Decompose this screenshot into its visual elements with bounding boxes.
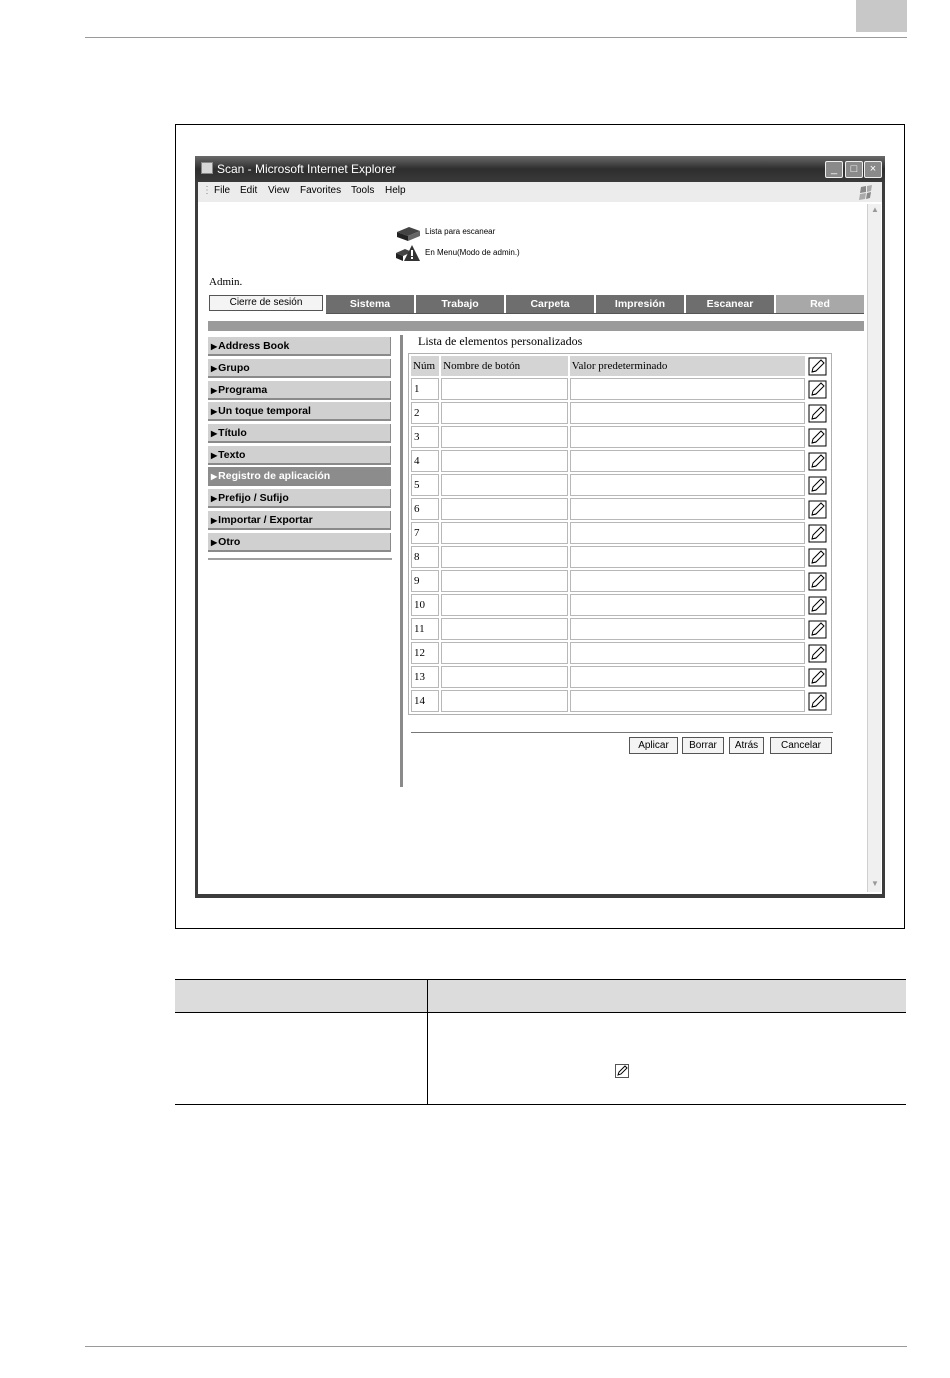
row-edit-cell xyxy=(807,498,829,520)
edit-icon xyxy=(615,1064,629,1078)
row-edit-cell xyxy=(807,378,829,400)
arrow-right-icon: ▶ xyxy=(211,429,218,438)
table-row xyxy=(411,642,829,664)
menu-file[interactable]: File xyxy=(214,185,231,196)
scroll-up-icon[interactable]: ▲ xyxy=(871,205,879,214)
row-number: 10 xyxy=(411,594,439,616)
page-corner-tab xyxy=(856,0,907,32)
row-edit-cell xyxy=(807,570,829,592)
column-header-button-name: Nombre de botón xyxy=(441,356,568,376)
row-edit-cell xyxy=(807,546,829,568)
edit-icon[interactable] xyxy=(808,380,827,399)
tab-trabajo[interactable]: Trabajo xyxy=(416,295,504,313)
row-number: 11 xyxy=(411,618,439,640)
row-number: 6 xyxy=(411,498,439,520)
arrow-right-icon: ▶ xyxy=(211,516,218,525)
default-value-cell xyxy=(570,426,805,448)
button-name-cell xyxy=(441,642,568,664)
arrow-right-icon: ▶ xyxy=(211,342,218,351)
table-row xyxy=(411,378,829,400)
tab-sistema[interactable]: Sistema xyxy=(326,295,414,313)
column-header-default-value: Valor predeterminado xyxy=(570,356,805,376)
edit-icon[interactable] xyxy=(808,500,827,519)
default-value-cell xyxy=(570,546,805,568)
table-row xyxy=(411,498,829,520)
button-name-cell xyxy=(441,522,568,544)
button-name-cell xyxy=(441,594,568,616)
row-number: 5 xyxy=(411,474,439,496)
footer-rule xyxy=(85,1346,907,1347)
menu-favorites[interactable]: Favorites xyxy=(300,185,342,196)
edit-all-icon[interactable] xyxy=(808,357,827,376)
sidebar-item-programa[interactable]: ▶Programa xyxy=(208,381,391,400)
button-name-cell xyxy=(441,450,568,472)
row-number: 1 xyxy=(411,378,439,400)
default-value-cell xyxy=(570,642,805,664)
default-value-cell xyxy=(570,666,805,688)
button-name-cell xyxy=(441,474,568,496)
table-row xyxy=(411,690,829,712)
admin-warning-icon xyxy=(395,244,421,262)
default-value-cell xyxy=(570,570,805,592)
header-rule xyxy=(85,37,907,38)
table-row xyxy=(411,546,829,568)
table-row xyxy=(411,402,829,424)
logout-button[interactable]: Cierre de sesión xyxy=(209,295,323,311)
sidebar-item-registro-de-aplicacion[interactable]: ▶Registro de aplicación xyxy=(208,467,391,486)
table-row xyxy=(411,618,829,640)
sidebar-item-prefijo-sufijo[interactable]: ▶Prefijo / Sufijo xyxy=(208,489,391,508)
ie-page-icon xyxy=(201,162,213,174)
menu-edit[interactable]: Edit xyxy=(240,185,258,196)
default-value-cell xyxy=(570,402,805,424)
tab-carpeta[interactable]: Carpeta xyxy=(506,295,594,313)
row-number: 9 xyxy=(411,570,439,592)
sidebar-item-address-book[interactable]: ▶Address Book xyxy=(208,337,391,356)
arrow-right-icon: ▶ xyxy=(211,538,218,547)
menu-tools[interactable]: Tools xyxy=(351,185,375,196)
maximize-button[interactable]: □ xyxy=(845,161,863,178)
button-name-cell xyxy=(441,570,568,592)
table-row xyxy=(411,594,829,616)
edit-icon[interactable] xyxy=(808,692,827,711)
edit-icon[interactable] xyxy=(808,596,827,615)
back-button[interactable]: Atrás xyxy=(729,737,764,754)
row-edit-cell xyxy=(807,522,829,544)
scanner-icon xyxy=(395,224,421,242)
button-name-cell xyxy=(441,618,568,640)
cancel-button[interactable]: Cancelar xyxy=(770,737,832,754)
tab-impresion[interactable]: Impresión xyxy=(596,295,684,313)
edit-icon[interactable] xyxy=(808,476,827,495)
table-row xyxy=(411,522,829,544)
sidebar-item-texto[interactable]: ▶Texto xyxy=(208,446,391,465)
edit-icon[interactable] xyxy=(808,572,827,591)
row-edit-cell xyxy=(807,402,829,424)
sidebar-item-grupo[interactable]: ▶Grupo xyxy=(208,359,391,378)
description-table-bottom xyxy=(175,1104,906,1105)
row-edit-cell xyxy=(807,642,829,664)
table-header-row xyxy=(411,356,829,376)
close-button[interactable]: × xyxy=(864,161,882,178)
sidebar-item-importar-exportar[interactable]: ▶Importar / Exportar xyxy=(208,511,391,530)
column-header-num: Núm xyxy=(411,356,439,376)
header-edit-cell xyxy=(807,356,829,376)
default-value-cell xyxy=(570,474,805,496)
vertical-scrollbar[interactable] xyxy=(867,204,881,892)
table-row xyxy=(411,570,829,592)
menubar-grip-icon: ⋮ xyxy=(202,185,212,196)
table-row xyxy=(411,474,829,496)
tab-red[interactable]: Red xyxy=(776,295,864,313)
user-label: Admin. xyxy=(209,276,243,288)
scroll-down-icon[interactable]: ▼ xyxy=(871,879,879,888)
edit-icon[interactable] xyxy=(808,620,827,639)
row-edit-cell xyxy=(807,450,829,472)
scan-list-link[interactable]: Lista para escanear xyxy=(425,227,496,236)
apply-button[interactable]: Aplicar xyxy=(629,737,678,754)
row-number: 4 xyxy=(411,450,439,472)
windows-flag-icon xyxy=(858,184,874,200)
tab-escanear[interactable]: Escanear xyxy=(686,295,774,313)
actions-rule xyxy=(411,732,833,733)
content-divider xyxy=(400,335,403,787)
tab-bar-underline xyxy=(326,313,864,314)
row-number: 7 xyxy=(411,522,439,544)
section-band xyxy=(208,321,864,331)
row-edit-cell xyxy=(807,666,829,688)
description-table-header xyxy=(175,979,906,1013)
menu-bar xyxy=(198,182,882,202)
browser-window xyxy=(195,156,885,898)
row-number: 14 xyxy=(411,690,439,712)
title-bar xyxy=(195,156,885,182)
sidebar-item-un-toque-temporal[interactable]: ▶Un toque temporal xyxy=(208,402,391,421)
sidebar-bottom-rule xyxy=(208,558,392,560)
default-value-cell xyxy=(570,378,805,400)
default-value-cell xyxy=(570,594,805,616)
button-name-cell xyxy=(441,402,568,424)
description-column-divider xyxy=(427,979,428,1105)
row-edit-cell xyxy=(807,594,829,616)
edit-icon[interactable] xyxy=(808,668,827,687)
window-title: Scan - Microsoft Internet Explorer xyxy=(217,162,396,176)
row-edit-cell xyxy=(807,618,829,640)
arrow-right-icon: ▶ xyxy=(211,407,218,416)
browser-content xyxy=(198,202,882,894)
button-name-cell xyxy=(441,498,568,520)
row-edit-cell xyxy=(807,426,829,448)
default-value-cell xyxy=(570,450,805,472)
edit-icon[interactable] xyxy=(808,548,827,567)
row-edit-cell xyxy=(807,474,829,496)
table-row xyxy=(411,426,829,448)
edit-icon[interactable] xyxy=(808,428,827,447)
admin-menu-link[interactable]: En Menu(Modo de admin.) xyxy=(425,248,520,257)
default-value-cell xyxy=(570,618,805,640)
custom-items-table xyxy=(408,353,832,715)
table-row xyxy=(411,450,829,472)
arrow-right-icon: ▶ xyxy=(211,451,218,460)
row-number: 3 xyxy=(411,426,439,448)
menu-view[interactable]: View xyxy=(268,185,290,196)
minimize-button[interactable]: _ xyxy=(825,161,843,178)
default-value-cell xyxy=(570,690,805,712)
button-name-cell xyxy=(441,546,568,568)
menu-help[interactable]: Help xyxy=(385,185,406,196)
sidebar-item-otro[interactable]: ▶Otro xyxy=(208,533,391,552)
button-name-cell xyxy=(441,690,568,712)
arrow-right-icon: ▶ xyxy=(211,364,218,373)
sidebar-item-titulo[interactable]: ▶Título xyxy=(208,424,391,443)
edit-icon[interactable] xyxy=(808,404,827,423)
arrow-right-icon: ▶ xyxy=(211,386,218,395)
edit-icon[interactable] xyxy=(808,524,827,543)
row-number: 8 xyxy=(411,546,439,568)
row-number: 12 xyxy=(411,642,439,664)
button-name-cell xyxy=(441,666,568,688)
edit-icon[interactable] xyxy=(808,452,827,471)
row-edit-cell xyxy=(807,690,829,712)
arrow-right-icon: ▶ xyxy=(211,472,218,481)
list-title: Lista de elementos personalizados xyxy=(418,334,583,348)
table-row xyxy=(411,666,829,688)
button-name-cell xyxy=(441,378,568,400)
row-number: 13 xyxy=(411,666,439,688)
button-name-cell xyxy=(441,426,568,448)
default-value-cell xyxy=(570,522,805,544)
delete-button[interactable]: Borrar xyxy=(682,737,724,754)
row-number: 2 xyxy=(411,402,439,424)
default-value-cell xyxy=(570,498,805,520)
arrow-right-icon: ▶ xyxy=(211,494,218,503)
edit-icon[interactable] xyxy=(808,644,827,663)
